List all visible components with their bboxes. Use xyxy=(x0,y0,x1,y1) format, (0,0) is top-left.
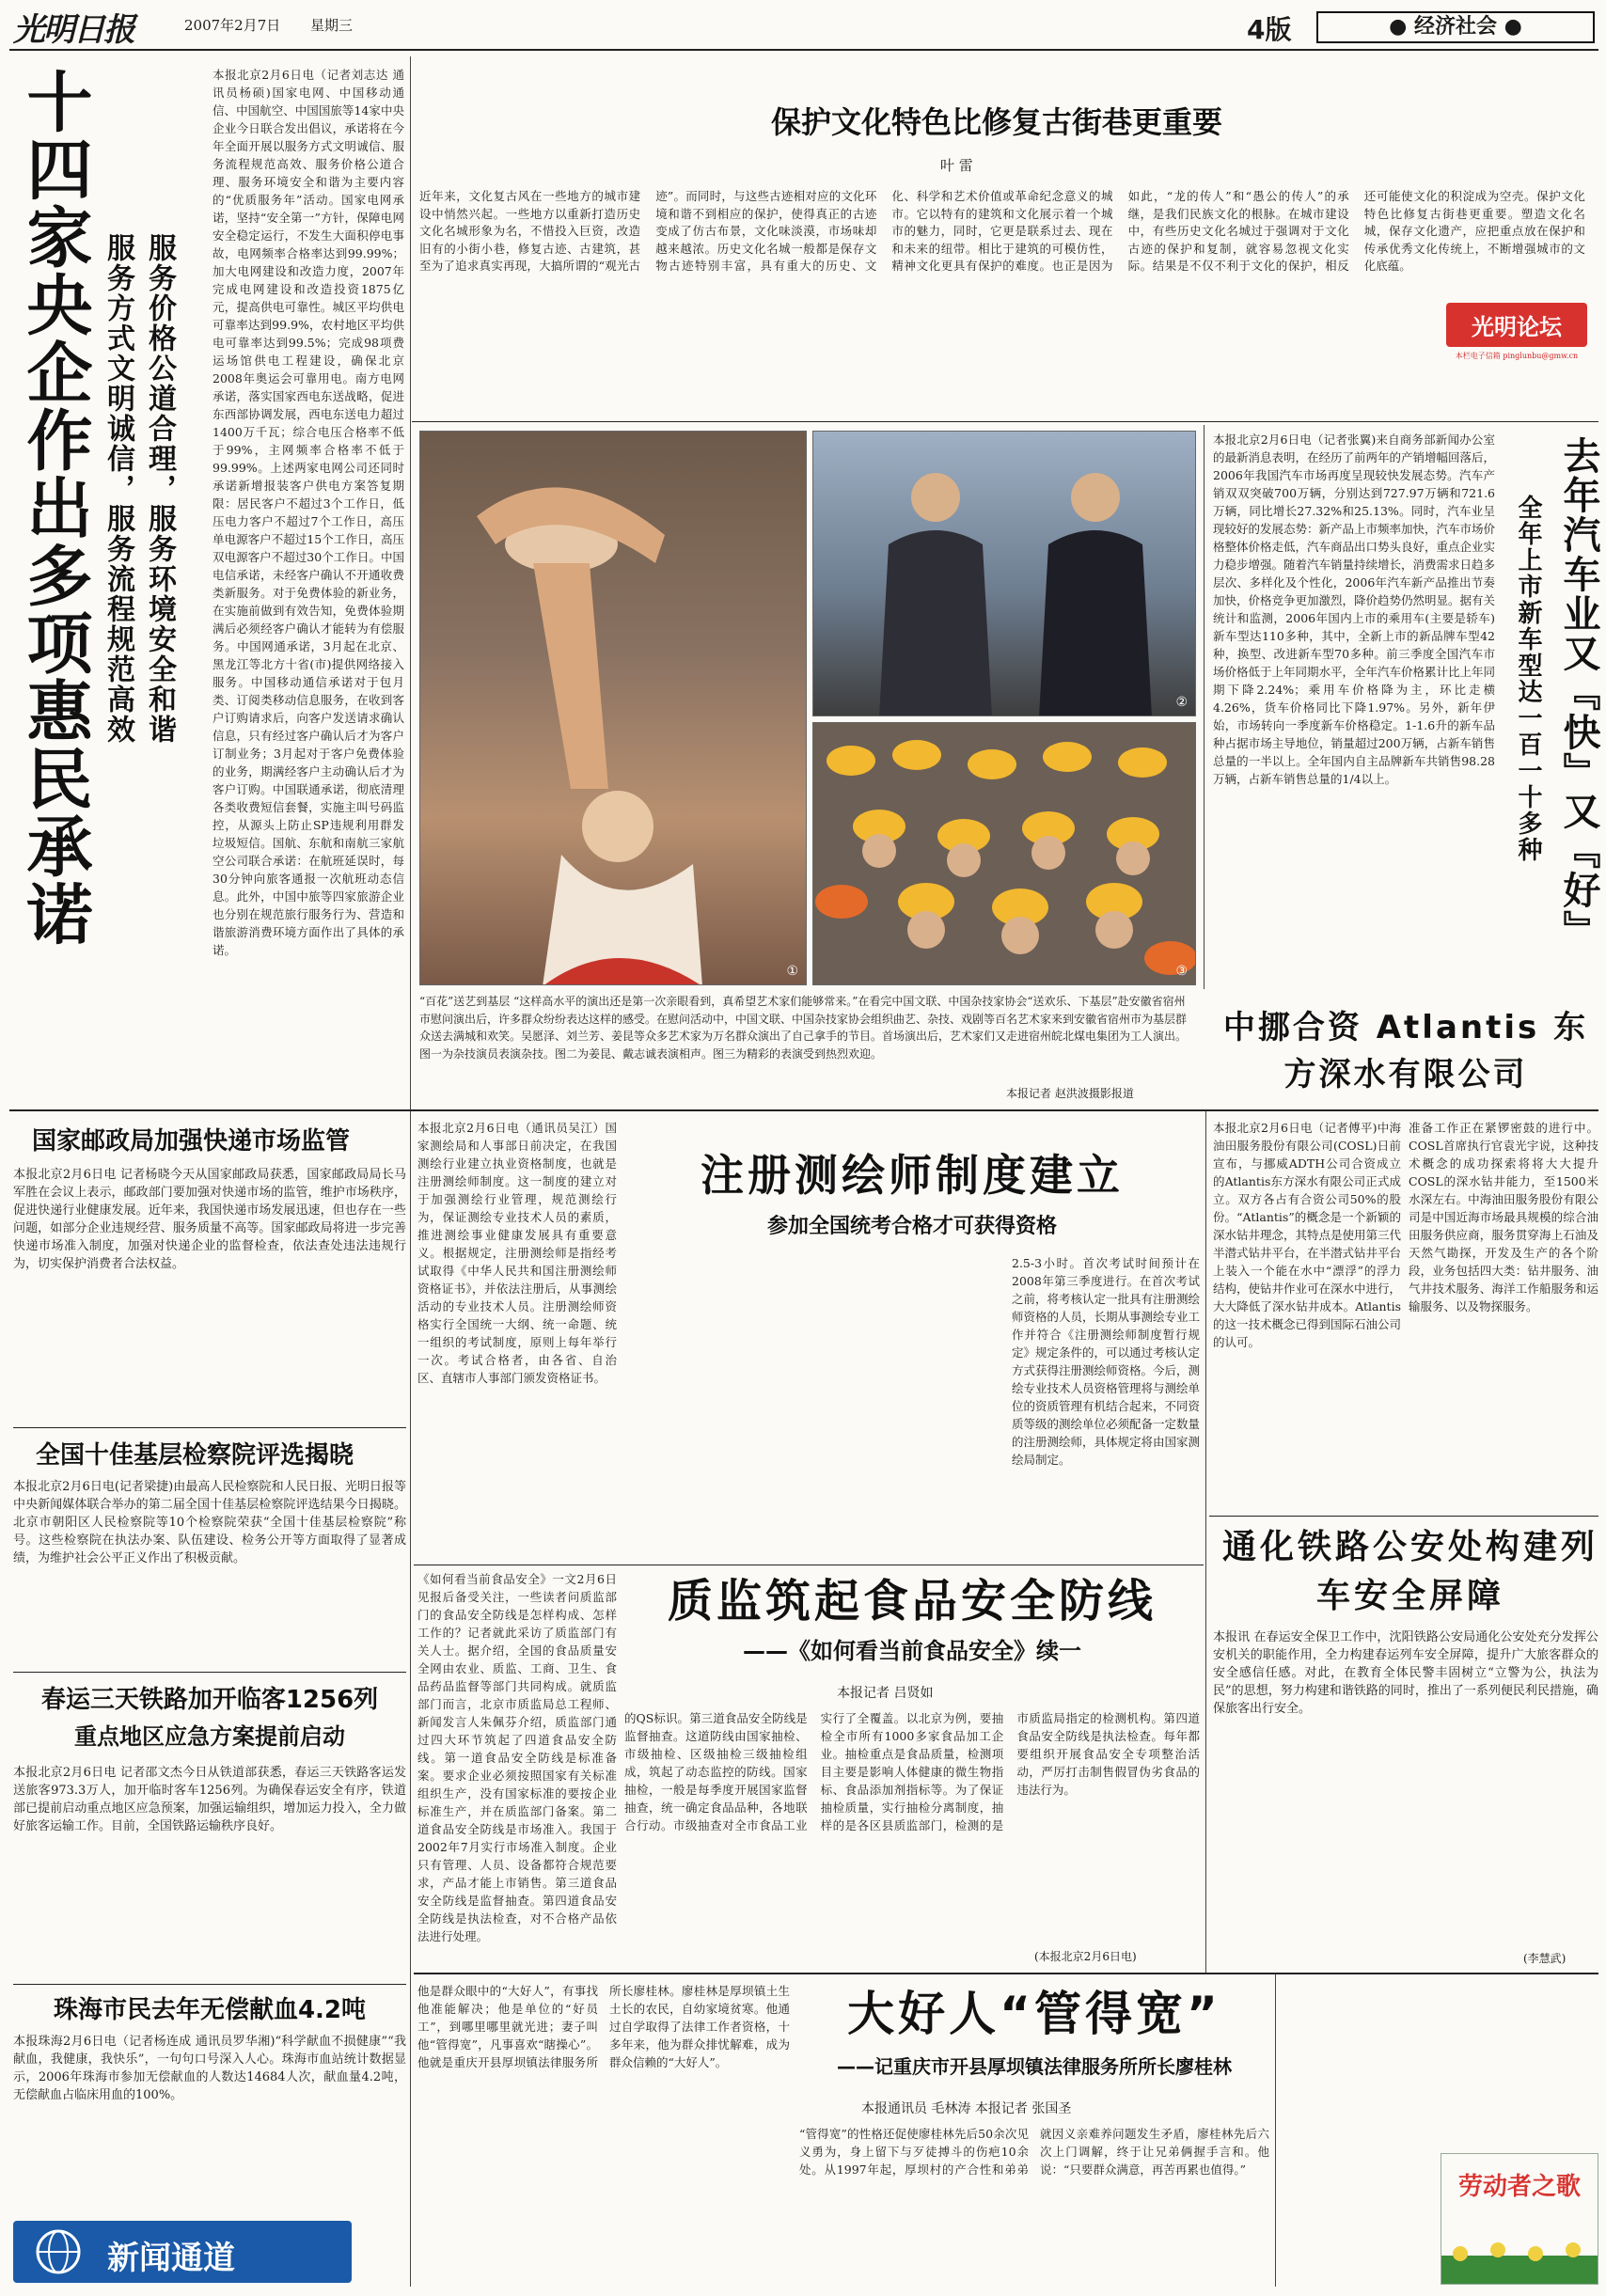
story8-body-left: 本报北京2月6日电（通讯员吴江）国家测绘局和人事部日前决定，在我国测绘行业建立执业资格制度，也就是注册测绘师制度。这一制度的建立对于加强测绘行业管理，规范测绘行为，保证测绘专业技术人员的素质，推进测绘事业健康发展具有重要意义。根据规定，注册测绘师是指经考试取得《中华人民共和国注册测绘师资格证书》，并依法注册后，从事测绘活动的专业技术人员。注册测绘师资格实行全国统一大纲、统一命题、统一组织的考试制度，原则上每年举行一次。考试合格者，由各省、自治区、直辖市人事部门颁发资格证书。 xyxy=(417,1121,617,1385)
story10-subtitle: ——《如何看当前食品安全》续一 xyxy=(743,1638,1081,1664)
story4-body: 本报北京2月6日电 记者杨晓今天从国家邮政局获悉，国家邮政局局长马军胜在会议上表示，邮政部门要加强对快递市场的监管，维护市场秩序，促进快递行业健康发展。近年来，我国快递市场发展迅速，但也存在一些问题，如部分企业违规经营、服务质量不高等。国家邮政局将进一步完善快递市场准入制度，加强对快递企业的监督检查，依法查处违法违规行为，切实保护消费者合法权益。 xyxy=(13,1168,406,1271)
story6-body: 本报北京2月6日电 记者邵文杰今日从铁道部获悉，春运三天铁路客运发送旅客973.3万人，加开临时客车1256列。为确保春运安全有序，铁道部已提前启动重点地区应急预案，加强运输组织，增加运力投入，全力做好旅客运输工作。目前，全国铁路运输秩序良好。 xyxy=(13,1766,406,1833)
story9-body-2: 准备工作正在紧锣密鼓的进行中。COSL首席执行官袁光宇说，这种技术概念的成功探索将将大大提升COSL的深水钻井能力，至1500米水深左右。中海油田服务股份有限公司是中国近海市场最具规模的综合油田服务供应商，服务贯穿海上石油及天然气勘探，开发及生产的各个阶段，业务包括四大类：钻井服务、油气井技术服务、海洋工作船服务和运输服务、以及物探服务。 xyxy=(1409,1121,1598,1313)
rule-s6 xyxy=(13,1984,406,1985)
issue-date: 2007年2月7日 xyxy=(184,17,281,34)
rule-s4 xyxy=(13,1427,406,1428)
section-name: ● 经济社会 ● xyxy=(1316,11,1595,43)
photo-acrobatics xyxy=(419,431,807,985)
photo-workers xyxy=(812,722,1196,985)
photo-label-1: ① xyxy=(786,964,798,979)
globe-icon xyxy=(23,2221,98,2283)
photo-label-3: ③ xyxy=(1175,964,1188,979)
story10-body-2: 的QS标识。第三道食品安全防线是监督抽查。这道防线由国家抽检、市级抽检、区级抽检三级抽检组成，筑起了动态监控的防线。国家抽检，一般是每季度开展国家监督抽查，统一确定食品品种，各地联合行动。市级抽查对全市食品工业实行了全覆盖。以北京为例，要抽检全市所有1000多家食品加工企业。抽检重点是食品质量，检测项目主要是影响人体健康的微生物指标、食品添加剂指标等。为了保证抽检质量，实行抽检分离制度，抽样的是各区县质监部门，检测的是市质监局指定的检测机构。第四道食品安全防线是执法检查。每年都要组织开展食品安全专项整治活动，严厉打击制售假冒伪劣食品的违法行为。 xyxy=(624,1711,1200,1832)
rule-under-story2 xyxy=(412,421,1598,422)
workers-song-label: 劳动者之歌 xyxy=(1457,2173,1581,2201)
story3-title: 去年汽车业又『快』又『好』 xyxy=(1557,436,1600,950)
story1-subtitle-2: 服务方式文明诚信，服务流程规范高效 xyxy=(102,233,134,745)
story12-subtitle: ——记重庆市开县厚坝镇法律服务所所长廖桂林 xyxy=(837,2055,1232,2078)
story6-title: 春运三天铁路加开临客1256列 xyxy=(40,1686,379,1714)
story11-credit: (李慧武) xyxy=(1523,1952,1567,1965)
col-divider-lower-right xyxy=(1205,1111,1206,1973)
story12-author: 本报通讯员 毛林涛 本报记者 张国圣 xyxy=(861,2101,1072,2116)
forum-stamp xyxy=(1446,299,1587,402)
story12-body-3 xyxy=(1283,1982,1435,2287)
story3-body: 本报北京2月6日电（记者张翼)来自商务部新闻办公室的最新消息表明，在经历了前两年的产销增幅回落后，2006年我国汽车市场再度呈现较快发展态势。汽车产销双双突破700万辆，分别达到727.97万辆和721.6万辆，同比增长27.32%和25.13%。同时，汽车业呈现较好的发展态势：新产品上市频率加快，汽车市场价格整体价格走低，汽车商品出口势头良好，重点企业实力稳步增强。随着汽车销量持续增长，消费需求日趋多层次、多样化及个性化，2006年汽车新产品推出节奏加快，价格竞争更加激烈，降价趋势仍然明显。据有关统计和监测，2006年国内上市的乘用车(主要是轿车)新车型达110多种，其中，全新上市的新品牌车型42种，换型、改进新车型70多种。前三季度全国汽车市场价格低于上年同期水平，全年汽车价格累计比上年同期下降2.24%；乘用车价格降为主，环比走横4.26%，货车价格同比下降1.97%。另外，新年伊始，市场转向一季度新车价格稳定。1-1.6升的新车品种占据市场主导地位，销量超过200万辆，占新车销售总量的一半以上。全年国内自主品牌新车共销售98.28万辆，占新车销售总量的1/4以上。 xyxy=(1213,432,1495,786)
photo-caption: “百花”送艺到基层 “这样高水平的演出还是第一次亲眼看到，真希望艺术家们能够常来。”在看完中国文联、中国杂技家协会“送欢乐、下基层”赴安徽省宿州市慰问演出后，许多群众纷纷表达这样的感受。在慰问活动中，中国文联、中国杂技家协会组织曲艺、杂技、戏剧等百名艺术家来到安徽省宿州市为基层群众送去满城和欢笑。吴愿泽、刘兰芳、姜昆等众多艺术家为万名群众演出了自己拿手的节目。首场演出后，艺术家们又走进宿州皖北煤电集团为工人演出。图一为杂技演员表演杂技。图二为姜昆、戴志诚表演相声。图三为精彩的表演受到热烈欢迎。 xyxy=(419,995,1188,1061)
col-divider-lower-left xyxy=(410,1111,411,2287)
masthead xyxy=(0,0,1606,55)
story2-author: 叶 雷 xyxy=(940,157,973,174)
story5-body: 本报北京2月6日电(记者梁捷)由最高人民检察院和人民日报、光明日报等中央新闻媒体联合举办的第二届全国十佳基层检察院评选结果今日揭晓。北京市朝阳区人民检察院等10个检察院荣获“全国十佳基层检察院”称号。这些检察院在执法办案、队伍建设、检务公开等方面取得了显著成绩，为维护社会公平正义作出了积极贡献。 xyxy=(13,1480,406,1565)
workers-song-logo xyxy=(1441,2153,1598,2285)
masthead-rule xyxy=(9,49,1598,51)
story8-title: 注册测绘师制度建立 xyxy=(701,1150,1124,1201)
story1-subtitle-1: 服务价格公道合理，服务环境安全和谐 xyxy=(143,233,176,745)
news-channel-logo xyxy=(13,2221,352,2283)
story10-body: 《如何看当前食品安全》一文2月6日见报后备受关注，一些读者问质监部门的食品安全防线是怎样构成、怎样工作的？记者就此采访了质监部门有关人士。据介绍，全国的食品质量安全网由农业、质监、工商、卫生、食品药品监督等部门共同构成。就质监部门而言，北京市质监局总工程师、新闻发言人朱佩芬介绍，质监部门通过四大环节筑起了四道食品安全防线。第一道食品安全防线是标准备案。要求企业必须按照国家有关标准组织生产，没有国家标准的要按企业标准生产，并在质监部门备案。第二道食品安全防线是市场准入。我国于2002年7月实行市场准入制度。企业只有管理、人员、设备都符合规范要求，产品才能上市销售。第三道食品安全防线是监督抽查。第四道食品安全防线是执法检查，对不合格产品依法进行处理。 xyxy=(417,1572,617,1943)
story9-body: 本报北京2月6日电（记者傅平)中海油田服务股份有限公司(COSL)日前宣布，与挪威ADTH公司合资成立的Atlantis东方深水有限公司正式成立。双方各占有合资公司50%的股份。“Atlantis”的概念是一个新颖的深水钻井理念，其特点是使用第三代半潜式钻井平台，在半潜式钻井平台上装入一个能在水中“漂浮”的浮力结构，使钻井作业可在深水中进行，大大降低了深水钻井成本。Atlantis的这一技术概念已得到国际石油公司的认可。 xyxy=(1213,1121,1401,1349)
story3-subtitle: 全年上市新车型达一百一十多种 xyxy=(1514,495,1542,863)
col-divider xyxy=(410,56,411,1109)
photo-credit: 本报记者 赵洪波摄影报道 xyxy=(1006,1087,1134,1100)
story10-dateline: (本报北京2月6日电) xyxy=(1034,1950,1137,1963)
forum-stamp-label: 光明论坛 xyxy=(1446,303,1587,347)
story12-body-2: “管得宽”的性格还促使廖桂林先后50余次见义勇为，身上留下与歹徒搏斗的伤疤10余处。从1997年起，厚坝村的产合性和弟弟就因义亲难养问题发生矛盾，廖桂林先后六次上门调解，终于让兄弟俩握手言和。他说：“只要群众满意，再苦再累也值得。” xyxy=(799,2127,1269,2177)
rule-s9 xyxy=(1209,1516,1598,1517)
story2-body: 近年来，文化复古风在一些地方的城市建设中悄然兴起。一些地方以重新打造历史文化名城形象为名，不惜投入巨资，改造旧有的小街小巷，修复古迹、古建筑，甚至为了追求真实再现，大搞所谓的“观光古迹”。而同时，与这些古迹相对应的文化环境和谐不到相应的保护，使得真正的古迹变成了仿古布景，文化味淡漠，市场味却越来越浓。历史文化名城一般都是保存文物古迹特别丰富，具有重大的历史、文化、科学和艺术价值或革命纪念意义的城市。它以特有的建筑和文化展示着一个城市的魅力，同时，它更是联系过去、现在和未来的纽带。相比于建筑的可模仿性，精神文化更具有保护的难度。也正是因为如此，“龙的传人”和“愚公的传人”的承继，是我们民族文化的根脉。在城市建设中，有些历史文化名城过于强调对于文化古迹的保护和复制，就容易忽视文化实际。结果是不仅不利于文化的保护，相反还可能使文化的积淀成为空壳。保护文化特色比修复古街巷更重要。塑造文化名城，保存文化遗产，应把重点放在保护和传承优秀文化传统上，不断增强城市的文化底蕴。 xyxy=(419,189,1585,273)
story6-subtitle: 重点地区应急方案提前启动 xyxy=(74,1723,345,1750)
news-channel-label: 新闻通道 xyxy=(107,2240,235,2277)
story8-subtitle: 参加全国统考合格才可获得资格 xyxy=(766,1215,1057,1238)
rule-bottom xyxy=(414,1973,1598,1974)
photo-label-2: ② xyxy=(1175,695,1188,710)
photo-performers xyxy=(812,431,1196,716)
performers-illustration xyxy=(813,432,1196,716)
story5-title: 全国十佳基层检察院评选揭晓 xyxy=(36,1441,354,1470)
story9-title: 中挪合资 Atlantis 东方深水有限公司 xyxy=(1222,1009,1589,1093)
acrobatics-illustration xyxy=(420,432,807,985)
story10-author: 本报记者 吕贤如 xyxy=(837,1686,934,1701)
story1-body-continued xyxy=(13,955,406,1096)
story11-body: 本报讯 在春运安全保卫工作中，沈阳铁路公安局通化公安处充分发挥公安机关的职能作用，全力构建春运列车安全屏障，提升广大旅客群众的安全感信任感。对此，在教育全体民警丰固树立“立警为公，执法为民”的思想，努力构建和谐铁路的同时，推出了一系列便民利民措施，确保旅客出行安全。 xyxy=(1213,1630,1598,1716)
page-number: 4版 xyxy=(1247,14,1292,45)
flowers-icon xyxy=(1441,2218,1598,2284)
col-divider-bottom xyxy=(1275,1974,1276,2287)
workers-illustration xyxy=(813,723,1196,985)
paper-logo: 光明日报 xyxy=(13,11,134,49)
rule-mid xyxy=(9,1109,1598,1111)
story11-title: 通化铁路公安处构建列车安全屏障 xyxy=(1222,1528,1599,1615)
story1-body: 本报北京2月6日电（记者刘志达 通讯员杨硕)国家电网、中国移动通信、中国航空、中国国旅等14家中央企业今日联合发出倡议，承诺将在今年全面开展以服务方式文明诚信、服务流程规范高效、服务价格公道合理、服务环境安全和谐为主要内容的“优质服务年”活动。国家电网承诺，坚持“安全第一”方针，保障电网安全稳定运行，不发生大面积停电事故，电网频率合格率达到99.99%；加大电网建设和改造力度，2007年完成电网建设和改造投资1875亿元，提高供电可靠性。城区平均供电可靠率达到99.9%，农村地区平均供电可靠率达到99.5%；完成98项费运场馆供电工程建设，确保北京2008年奥运会可靠用电。南方电网承诺，落实国家西电东送战略，促进东西部协调发展，西电东送电力超过1400万千瓦；综合电压合格率不低于99%，主网频率合格率不低于99.99%。上述两家电网公司还同时承诺新增报装客户供电方案答复期限：居民客户不超过3个工作日，低压电力客户不超过7个工作日，高压单电源客户不超过15个工作日，高压双电源客户不超过30个工作日。中国电信承诺，未经客户确认不开通收费类新服务。对于免费体验的新业务，在实施前做到有效告知，免费体验期满后必须经客户确认才能转为有偿服务。中国网通承诺，3月起在北京、黑龙江等北方十省(市)提供网络接入服务。中国移动通信承诺对于包月类、订阅类移动信息服务，在收到客户订购请求后，向客户发送请求确认信息，只有经过客户确认后才为客户订制业务；3月起对于客户免费体验的业务，期满经客户主动确认后才为客户订购。中国联通承诺，彻底清理各类收费短信套餐，实施主叫号码监控，从源头上防止SP违规利用群发垃圾短信。国航、东航和南航三家航空公司联合承诺：在航班延误时，每30分钟向旅客通报一次航班动态信息。此外，中国中旅等四家旅游企业也分别在规范旅行服务行为、营造和谐旅游消费环境方面作出了具体的承诺。 xyxy=(213,68,404,957)
story12-body: 他是群众眼中的“大好人”，有事找他准能解决；他是单位的“好员工”，到哪里哪里就光进；妻子叫他“管得宽”，凡事喜欢“瞎操心”。他就是重庆开县厚坝镇法律服务所所长廖桂林。廖桂林是厚坝镇土生土长的农民，自幼家境贫寒。他通过自学取得了法律工作者资格，十多年来，他为群众排忧解难，成为群众信赖的“大好人”。 xyxy=(417,1984,790,2069)
issue-weekday: 星期三 xyxy=(310,17,354,34)
story7-title: 珠海市民去年无偿献血4.2吨 xyxy=(53,1996,367,2024)
forum-email: 本栏电子信箱 pinglunbu@gmw.cn xyxy=(1455,352,1579,360)
story1-title: 十四家央企作出多项惠民承诺 xyxy=(16,68,93,948)
story7-body: 本报珠海2月6日电（记者杨连成 通讯员罗华湘)“科学献血不损健康”“我献血，我健康，我快乐”，一句句口号深入人心。珠海市血站统计数据显示，2006年珠海市参加无偿献血的人数达14684人次，献血量4.2吨，无偿献血占临床用血的100%。 xyxy=(13,2035,406,2102)
story8-body-right: 2.5-3小时。首次考试时间预计在2008年第三季度进行。在首次考试之前，将考核认定一批具有注册测绘师资格的人员，长期从事测绘专业工作并符合《注册测绘师制度暂行规定》规定条件的，可以通过考核认定方式获得注册测绘师资格。今后，测绘专业技术人员资格管理将与测绘单位的资质管理有机结合起来，不同资质等级的测绘单位必须配备一定数量的注册测绘师，具体规定将由国家测绘局制定。 xyxy=(1012,1254,1200,1561)
story2-title: 保护文化特色比修复古街巷更重要 xyxy=(770,104,1222,140)
story4-title: 国家邮政局加强快递市场监管 xyxy=(32,1127,351,1156)
story12-title: 大好人“管得宽” xyxy=(847,1987,1221,2041)
story10-title: 质监筑起食品安全防线 xyxy=(667,1575,1157,1628)
rule-s5 xyxy=(13,1672,406,1673)
